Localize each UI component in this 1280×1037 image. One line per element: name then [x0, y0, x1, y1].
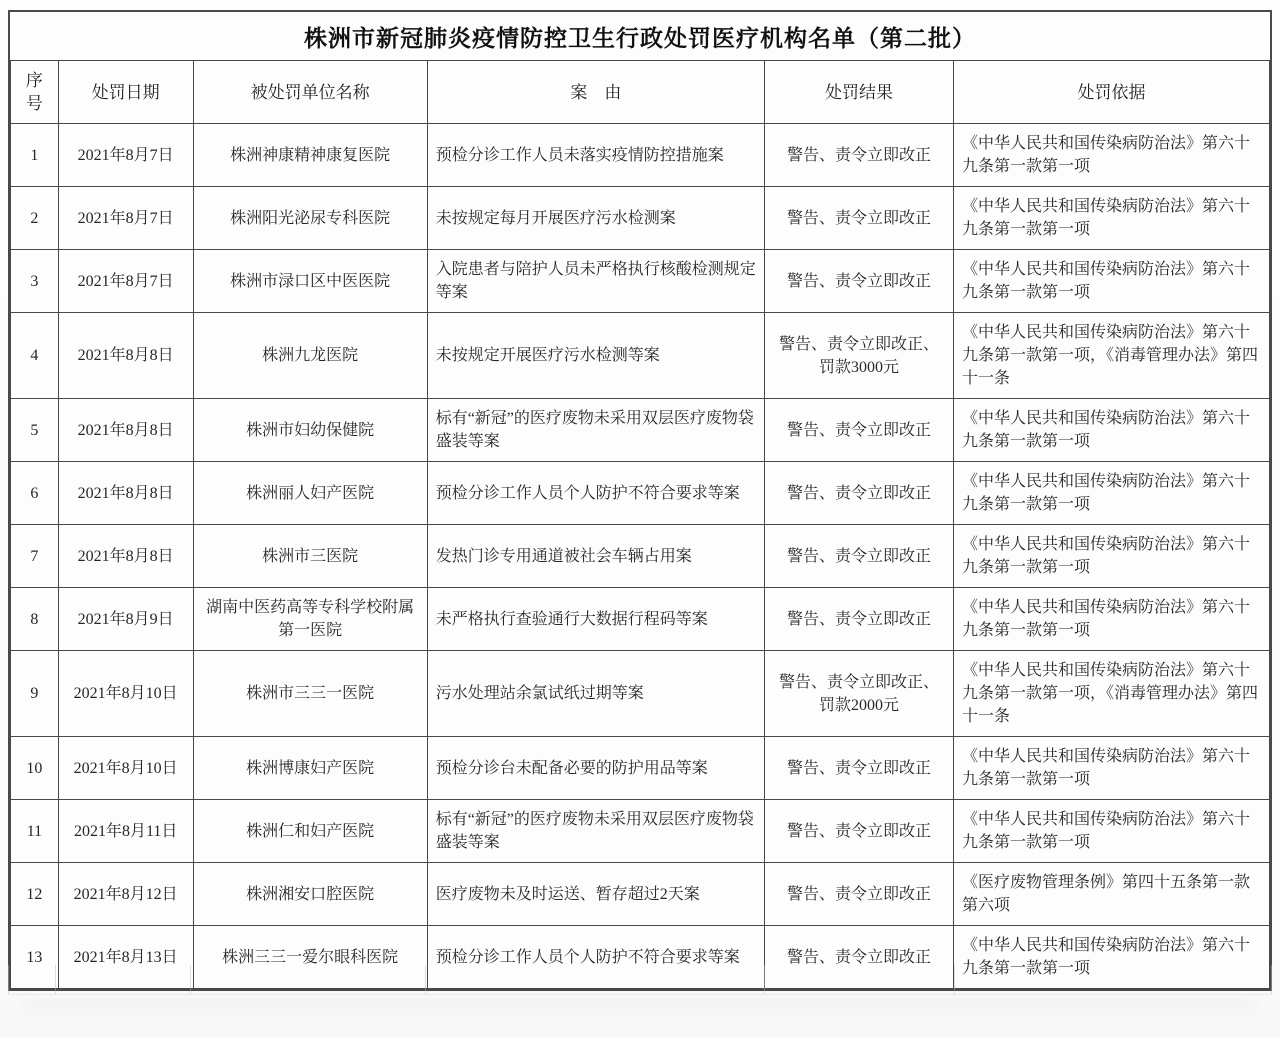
cell-penalty-basis: 《中华人民共和国传染病防治法》第六十九条第一款第一项 — [953, 926, 1269, 989]
cell-unit-name: 株洲神康精神康复医院 — [193, 124, 427, 187]
cell-case-cause: 入院患者与陪护人员未严格执行核酸检测规定等案 — [427, 250, 764, 313]
penalty-table — [10, 60, 1270, 989]
page-title: 株洲市新冠肺炎疫情防控卫生行政处罚医疗机构名单（第二批） — [304, 25, 976, 51]
photo-artifact — [20, 1000, 1260, 1026]
faded-cell — [765, 965, 955, 995]
table-row — [11, 399, 1270, 462]
cell-unit-name: 株洲市三医院 — [193, 525, 427, 588]
cell-serial-number: 6 — [11, 462, 59, 525]
cell-unit-name: 株洲市三三一医院 — [193, 651, 427, 737]
cell-penalty-basis: 《中华人民共和国传染病防治法》第六十九条第一款第一项 — [953, 124, 1269, 187]
cell-unit-name: 株洲三三一爱尔眼科医院 — [193, 926, 427, 989]
cell-case-cause: 标有“新冠”的医疗废物未采用双层医疗废物袋盛装等案 — [427, 399, 764, 462]
cell-serial-number: 12 — [11, 863, 59, 926]
cell-penalty-result: 警告、责令立即改正 — [765, 800, 954, 863]
cell-penalty-date: 2021年8月8日 — [58, 462, 193, 525]
cell-unit-name: 湖南中医药高等专科学校附属第一医院 — [193, 588, 427, 651]
cell-penalty-basis: 《医疗废物管理条例》第四十五条第一款第六项 — [953, 863, 1269, 926]
cell-penalty-date: 2021年8月9日 — [58, 588, 193, 651]
faded-cell — [8, 965, 56, 995]
table-header-row — [11, 61, 1270, 124]
cell-unit-name: 株洲市妇幼保健院 — [193, 399, 427, 462]
column-header-basis: 处罚依据 — [953, 61, 1269, 124]
cell-penalty-basis: 《中华人民共和国传染病防治法》第六十九条第一款第一项 — [953, 399, 1269, 462]
column-header-result: 处罚结果 — [765, 61, 954, 124]
table-row — [11, 124, 1270, 187]
faded-cell — [955, 965, 1272, 995]
cell-unit-name: 株洲仁和妇产医院 — [193, 800, 427, 863]
cell-serial-number: 10 — [11, 737, 59, 800]
cell-serial-number: 5 — [11, 399, 59, 462]
table-row — [11, 313, 1270, 399]
cell-penalty-basis: 《中华人民共和国传染病防治法》第六十九条第一款第一项 — [953, 187, 1269, 250]
cell-penalty-date: 2021年8月7日 — [58, 187, 193, 250]
cell-unit-name: 株洲阳光泌尿专科医院 — [193, 187, 427, 250]
cell-serial-number: 3 — [11, 250, 59, 313]
column-header-unit: 被处罚单位名称 — [193, 61, 427, 124]
cell-case-cause: 预检分诊台未配备必要的防护用品等案 — [427, 737, 764, 800]
cell-penalty-date: 2021年8月8日 — [58, 399, 193, 462]
cell-penalty-result: 警告、责令立即改正 — [765, 525, 954, 588]
cell-penalty-basis: 《中华人民共和国传染病防治法》第六十九条第一款第一项 — [953, 800, 1269, 863]
table-body — [11, 124, 1270, 989]
cell-penalty-result: 警告、责令立即改正 — [765, 124, 954, 187]
cell-case-cause: 发热门诊专用通道被社会车辆占用案 — [427, 525, 764, 588]
faded-cell — [426, 965, 765, 995]
cell-unit-name: 株洲九龙医院 — [193, 313, 427, 399]
cell-penalty-basis: 《中华人民共和国传染病防治法》第六十九条第一款第一项 — [953, 525, 1269, 588]
column-header-no: 序号 — [11, 61, 59, 124]
cell-penalty-result: 警告、责令立即改正 — [765, 187, 954, 250]
cell-serial-number: 8 — [11, 588, 59, 651]
cell-unit-name: 株洲市渌口区中医医院 — [193, 250, 427, 313]
cell-penalty-result: 警告、责令立即改正 — [765, 737, 954, 800]
cell-penalty-result: 警告、责令立即改正 — [765, 926, 954, 989]
cell-penalty-date: 2021年8月10日 — [58, 737, 193, 800]
column-header-cause: 案 由 — [427, 61, 764, 124]
cell-case-cause: 预检分诊工作人员个人防护不符合要求等案 — [427, 462, 764, 525]
cell-penalty-basis: 《中华人民共和国传染病防治法》第六十九条第一款第一项 — [953, 462, 1269, 525]
cell-penalty-result: 警告、责令立即改正 — [765, 588, 954, 651]
cell-penalty-date: 2021年8月11日 — [58, 800, 193, 863]
cell-serial-number: 9 — [11, 651, 59, 737]
cell-penalty-basis: 《中华人民共和国传染病防治法》第六十九条第一款第一项，《消毒管理办法》第四十一条 — [953, 651, 1269, 737]
cell-serial-number: 13 — [11, 926, 59, 989]
cell-serial-number: 11 — [11, 800, 59, 863]
cell-serial-number: 4 — [11, 313, 59, 399]
cell-case-cause: 未按规定每月开展医疗污水检测案 — [427, 187, 764, 250]
table-row — [11, 525, 1270, 588]
cell-penalty-result: 警告、责令立即改正、罚款2000元 — [765, 651, 954, 737]
cell-penalty-basis: 《中华人民共和国传染病防治法》第六十九条第一款第一项 — [953, 588, 1269, 651]
cell-serial-number: 1 — [11, 124, 59, 187]
table-row — [11, 651, 1270, 737]
table-row — [11, 863, 1270, 926]
cell-case-cause: 预检分诊工作人员未落实疫情防控措施案 — [427, 124, 764, 187]
column-header-date: 处罚日期 — [58, 61, 193, 124]
table-row — [11, 250, 1270, 313]
cell-penalty-result: 警告、责令立即改正 — [765, 399, 954, 462]
table-row — [11, 737, 1270, 800]
cell-penalty-date: 2021年8月13日 — [58, 926, 193, 989]
faded-cell — [191, 965, 426, 995]
cell-penalty-result: 警告、责令立即改正 — [765, 863, 954, 926]
cell-penalty-basis: 《中华人民共和国传染病防治法》第六十九条第一款第一项，《消毒管理办法》第四十一条 — [953, 313, 1269, 399]
cell-penalty-result: 警告、责令立即改正 — [765, 250, 954, 313]
cell-penalty-date: 2021年8月8日 — [58, 525, 193, 588]
cell-penalty-date: 2021年8月7日 — [58, 250, 193, 313]
table-row — [11, 462, 1270, 525]
cell-case-cause: 未严格执行查验通行大数据行程码等案 — [427, 588, 764, 651]
cell-serial-number: 2 — [11, 187, 59, 250]
cell-unit-name: 株洲博康妇产医院 — [193, 737, 427, 800]
cell-penalty-basis: 《中华人民共和国传染病防治法》第六十九条第一款第一项 — [953, 250, 1269, 313]
cell-penalty-result: 警告、责令立即改正 — [765, 462, 954, 525]
cell-penalty-date: 2021年8月10日 — [58, 651, 193, 737]
cell-penalty-basis: 《中华人民共和国传染病防治法》第六十九条第一款第一项 — [953, 737, 1269, 800]
penalty-document — [8, 10, 1272, 991]
cell-penalty-date: 2021年8月8日 — [58, 313, 193, 399]
faded-cell — [56, 965, 191, 995]
table-row — [11, 588, 1270, 651]
table-row — [11, 800, 1270, 863]
cell-case-cause: 医疗废物未及时运送、暂存超过2天案 — [427, 863, 764, 926]
cell-penalty-result: 警告、责令立即改正、罚款3000元 — [765, 313, 954, 399]
cell-unit-name: 株洲丽人妇产医院 — [193, 462, 427, 525]
cell-penalty-date: 2021年8月12日 — [58, 863, 193, 926]
cell-case-cause: 预检分诊工作人员个人防护不符合要求等案 — [427, 926, 764, 989]
cell-case-cause: 污水处理站余氯试纸过期等案 — [427, 651, 764, 737]
cell-serial-number: 7 — [11, 525, 59, 588]
cell-penalty-date: 2021年8月7日 — [58, 124, 193, 187]
cell-case-cause: 标有“新冠”的医疗废物未采用双层医疗废物袋盛装等案 — [427, 800, 764, 863]
cell-case-cause: 未按规定开展医疗污水检测等案 — [427, 313, 764, 399]
cell-unit-name: 株洲湘安口腔医院 — [193, 863, 427, 926]
faded-empty-row — [8, 965, 1272, 995]
table-row — [11, 187, 1270, 250]
